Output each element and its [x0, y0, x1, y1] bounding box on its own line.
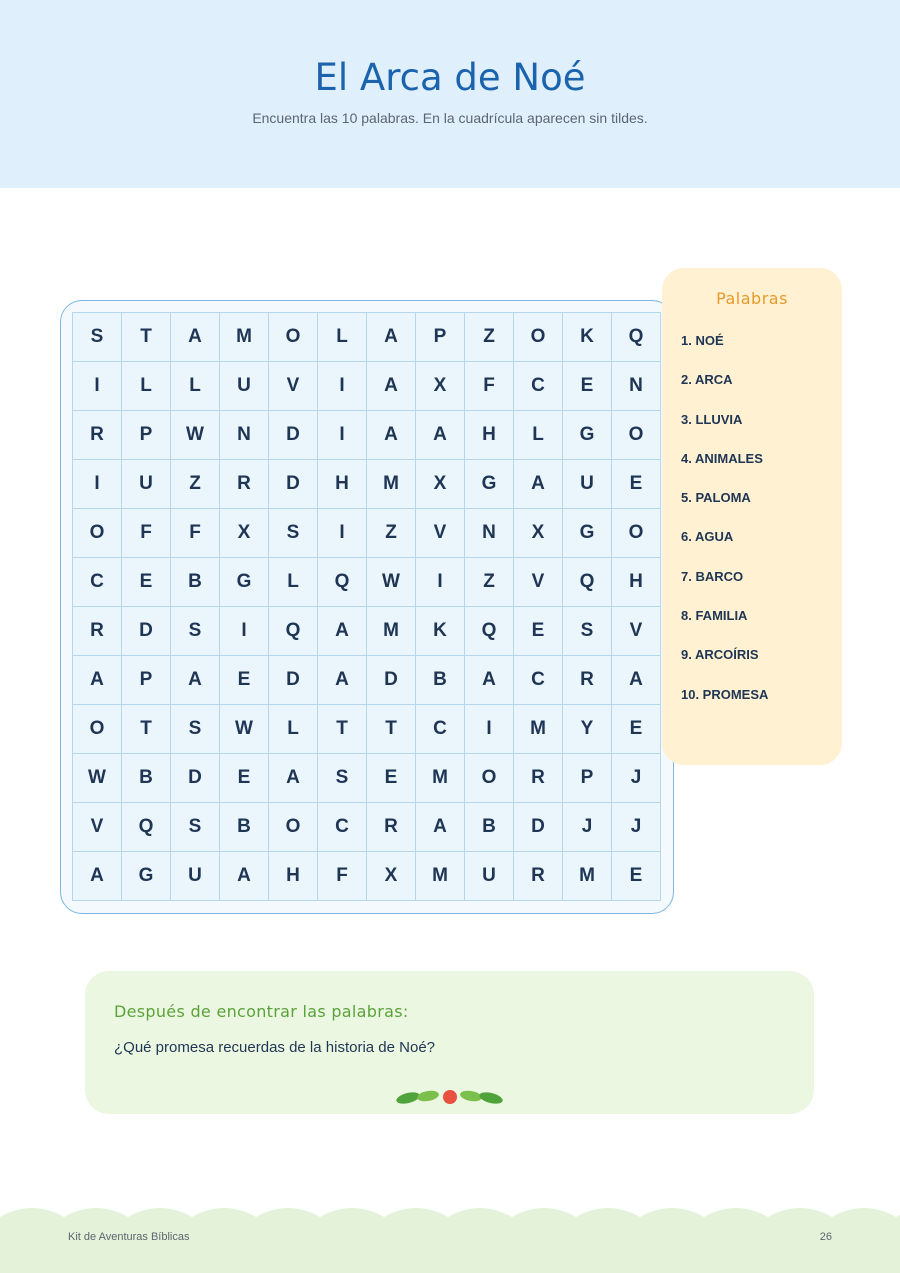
grid-cell[interactable]: X [367, 852, 416, 901]
grid-cell[interactable]: F [465, 362, 514, 411]
grid-cell[interactable]: B [122, 754, 171, 803]
grid-cell[interactable]: R [220, 460, 269, 509]
grid-cell[interactable]: B [416, 656, 465, 705]
grid-cell[interactable]: Z [465, 313, 514, 362]
grid-cell[interactable]: X [416, 460, 465, 509]
grid-cell[interactable]: I [73, 362, 122, 411]
grid-cell[interactable]: I [73, 460, 122, 509]
grid-cell[interactable]: M [416, 754, 465, 803]
grid-cell[interactable]: V [612, 607, 661, 656]
grid-cell[interactable]: R [73, 607, 122, 656]
grid-cell[interactable]: L [514, 411, 563, 460]
grid-cell[interactable]: J [563, 803, 612, 852]
word-list-item: 7. BARCO [681, 568, 744, 584]
grid-cell[interactable]: T [367, 705, 416, 754]
grid-cell[interactable]: I [318, 411, 367, 460]
grid-cell[interactable]: A [416, 803, 465, 852]
grid-cell[interactable]: P [563, 754, 612, 803]
grid-cell[interactable]: D [269, 411, 318, 460]
grid-cell[interactable]: T [318, 705, 367, 754]
grid-cell[interactable]: P [416, 313, 465, 362]
grid-cell[interactable]: D [171, 754, 220, 803]
grid-cell[interactable]: K [563, 313, 612, 362]
grid-cell[interactable]: C [514, 362, 563, 411]
grid-cell[interactable]: A [514, 460, 563, 509]
grid-cell[interactable]: M [220, 313, 269, 362]
grid-cell[interactable]: Q [122, 803, 171, 852]
page-number: 26 [819, 1231, 832, 1243]
grid-cell[interactable]: V [514, 558, 563, 607]
grid-cell[interactable]: T [122, 313, 171, 362]
word-list-item: 10. PROMESA [681, 686, 769, 702]
grid-cell[interactable]: B [171, 558, 220, 607]
grid-cell[interactable]: Q [563, 558, 612, 607]
grid-cell[interactable]: A [171, 313, 220, 362]
grid-cell[interactable]: G [563, 411, 612, 460]
grid-cell[interactable]: Q [318, 558, 367, 607]
grid-cell[interactable]: A [367, 313, 416, 362]
word-list [681, 333, 768, 726]
grid-cell[interactable]: I [318, 509, 367, 558]
grid-cell[interactable]: M [367, 460, 416, 509]
grid-cell[interactable]: R [367, 803, 416, 852]
word-list-item: 1. NOÉ [681, 333, 724, 348]
grid-cell[interactable]: E [122, 558, 171, 607]
grid-cell[interactable]: C [73, 558, 122, 607]
reflection-question: ¿Qué promesa recuerdas de la historia de Noé? [114, 1039, 436, 1056]
page-title: El Arca de Noé [314, 56, 586, 99]
leaf-berry-ornament-icon [395, 1085, 505, 1109]
grid-cell[interactable]: N [465, 509, 514, 558]
grid-cell[interactable]: A [367, 362, 416, 411]
grid-cell[interactable]: O [612, 509, 661, 558]
grid-cell[interactable]: E [514, 607, 563, 656]
grid-cell[interactable]: N [220, 411, 269, 460]
grid-cell[interactable]: U [465, 852, 514, 901]
grid-cell[interactable]: J [612, 754, 661, 803]
grid-cell[interactable]: O [514, 313, 563, 362]
grid-cell[interactable]: X [416, 362, 465, 411]
grid-cell[interactable]: O [269, 803, 318, 852]
word-list-item: 8. FAMILIA [681, 608, 748, 624]
grid-cell[interactable]: E [563, 362, 612, 411]
grid-cell[interactable]: X [220, 509, 269, 558]
grid-cell[interactable]: E [612, 705, 661, 754]
grid-cell[interactable]: A [73, 656, 122, 705]
grid-cell[interactable]: A [612, 656, 661, 705]
grid-cell[interactable]: A [73, 852, 122, 901]
grid-cell[interactable]: G [122, 852, 171, 901]
grid-cell[interactable]: E [220, 656, 269, 705]
grid-cell[interactable]: P [122, 411, 171, 460]
grid-cell[interactable]: A [269, 754, 318, 803]
grid-cell[interactable]: R [514, 852, 563, 901]
grid-cell[interactable]: Q [269, 607, 318, 656]
grid-cell[interactable]: L [122, 362, 171, 411]
grid-cell[interactable]: D [367, 656, 416, 705]
grid-cell[interactable]: C [416, 705, 465, 754]
grid-cell[interactable]: M [416, 852, 465, 901]
grid-cell[interactable]: H [612, 558, 661, 607]
grid-cell[interactable]: C [318, 803, 367, 852]
grid-cell[interactable]: V [73, 803, 122, 852]
grid-cell[interactable]: G [465, 460, 514, 509]
grid-cell[interactable]: V [269, 362, 318, 411]
reflection-title: Después de encontrar las palabras: [114, 1002, 409, 1021]
grid-cell[interactable]: I [416, 558, 465, 607]
word-list-item: 3. LLUVIA [681, 411, 743, 427]
grid-cell[interactable]: D [514, 803, 563, 852]
grid-cell[interactable]: H [318, 460, 367, 509]
grid-cell[interactable]: E [612, 460, 661, 509]
grid-cell[interactable]: Y [563, 705, 612, 754]
grid-cell[interactable]: B [220, 803, 269, 852]
grid-cell[interactable]: S [171, 803, 220, 852]
grid-cell[interactable]: K [416, 607, 465, 656]
grid-cell[interactable]: D [122, 607, 171, 656]
word-search-grid [72, 312, 661, 901]
grid-cell[interactable]: U [122, 460, 171, 509]
grid-cell[interactable]: F [171, 509, 220, 558]
grid-cell[interactable]: P [122, 656, 171, 705]
grid-cell[interactable]: Z [367, 509, 416, 558]
grid-cell[interactable]: L [269, 705, 318, 754]
page-subtitle: Encuentra las 10 palabras. En la cuadrícula aparecen sin tildes. [252, 110, 648, 126]
grid-cell[interactable]: G [563, 509, 612, 558]
grid-cell[interactable]: Z [171, 460, 220, 509]
grid-cell[interactable]: Z [465, 558, 514, 607]
word-list-item: 4. ANIMALES [681, 450, 763, 466]
grid-cell[interactable]: R [73, 411, 122, 460]
grid-cell[interactable]: G [220, 558, 269, 607]
grid-cell[interactable]: S [171, 705, 220, 754]
grid-cell[interactable]: R [563, 656, 612, 705]
grid-cell[interactable]: U [171, 852, 220, 901]
word-list-item: 6. AGUA [681, 529, 734, 545]
grid-cell[interactable]: U [563, 460, 612, 509]
grid-cell[interactable]: A [416, 411, 465, 460]
grid-cell[interactable]: F [122, 509, 171, 558]
grid-cell[interactable]: A [465, 656, 514, 705]
grid-cell[interactable]: X [514, 509, 563, 558]
grid-cell[interactable]: O [465, 754, 514, 803]
grid-cell[interactable]: D [269, 656, 318, 705]
word-list-item: 9. ARCOÍRIS [681, 647, 759, 663]
grid-cell[interactable]: U [220, 362, 269, 411]
grid-cell[interactable]: C [514, 656, 563, 705]
grid-cell[interactable]: L [269, 558, 318, 607]
grid-cell[interactable]: D [269, 460, 318, 509]
grid-cell[interactable]: O [612, 411, 661, 460]
grid-cell[interactable]: J [612, 803, 661, 852]
grid-cell[interactable]: S [269, 509, 318, 558]
grid-cell[interactable]: S [171, 607, 220, 656]
grid-cell[interactable]: M [514, 705, 563, 754]
grid-cell[interactable]: O [73, 705, 122, 754]
grid-cell[interactable]: E [612, 852, 661, 901]
grid-cell[interactable]: L [318, 313, 367, 362]
grid-cell[interactable]: E [220, 754, 269, 803]
grid-cell[interactable]: F [318, 852, 367, 901]
grid-cell[interactable]: O [269, 313, 318, 362]
grid-cell[interactable]: W [367, 558, 416, 607]
grid-cell[interactable]: B [465, 803, 514, 852]
grid-cell[interactable]: S [563, 607, 612, 656]
grid-cell[interactable]: W [171, 411, 220, 460]
grid-cell[interactable]: A [171, 656, 220, 705]
word-list-title: Palabras [716, 289, 788, 308]
grid-cell[interactable]: W [220, 705, 269, 754]
grid-cell[interactable]: Q [612, 313, 661, 362]
grid-cell[interactable]: I [220, 607, 269, 656]
word-list-item: 5. PALOMA [681, 490, 751, 506]
grid-cell[interactable]: A [318, 656, 367, 705]
grid-cell[interactable]: H [465, 411, 514, 460]
grid-cell[interactable]: S [73, 313, 122, 362]
grid-cell[interactable]: R [514, 754, 563, 803]
grid-cell[interactable]: W [73, 754, 122, 803]
grid-cell[interactable]: T [122, 705, 171, 754]
grid-cell[interactable]: E [367, 754, 416, 803]
grid-cell[interactable]: A [367, 411, 416, 460]
grid-cell[interactable]: O [73, 509, 122, 558]
grid-cell[interactable]: A [220, 852, 269, 901]
grid-cell[interactable]: S [318, 754, 367, 803]
grid-cell[interactable]: N [612, 362, 661, 411]
grid-cell[interactable]: I [465, 705, 514, 754]
grid-cell[interactable]: M [367, 607, 416, 656]
word-list-item: 2. ARCA [681, 372, 733, 388]
grid-cell[interactable]: I [318, 362, 367, 411]
grid-cell[interactable]: V [416, 509, 465, 558]
grid-cell[interactable]: H [269, 852, 318, 901]
grid-cell[interactable]: A [318, 607, 367, 656]
grid-cell[interactable]: L [171, 362, 220, 411]
grid-cell[interactable]: M [563, 852, 612, 901]
grid-cell[interactable]: Q [465, 607, 514, 656]
footer-book-title: Kit de Aventuras Bíblicas [68, 1231, 190, 1243]
